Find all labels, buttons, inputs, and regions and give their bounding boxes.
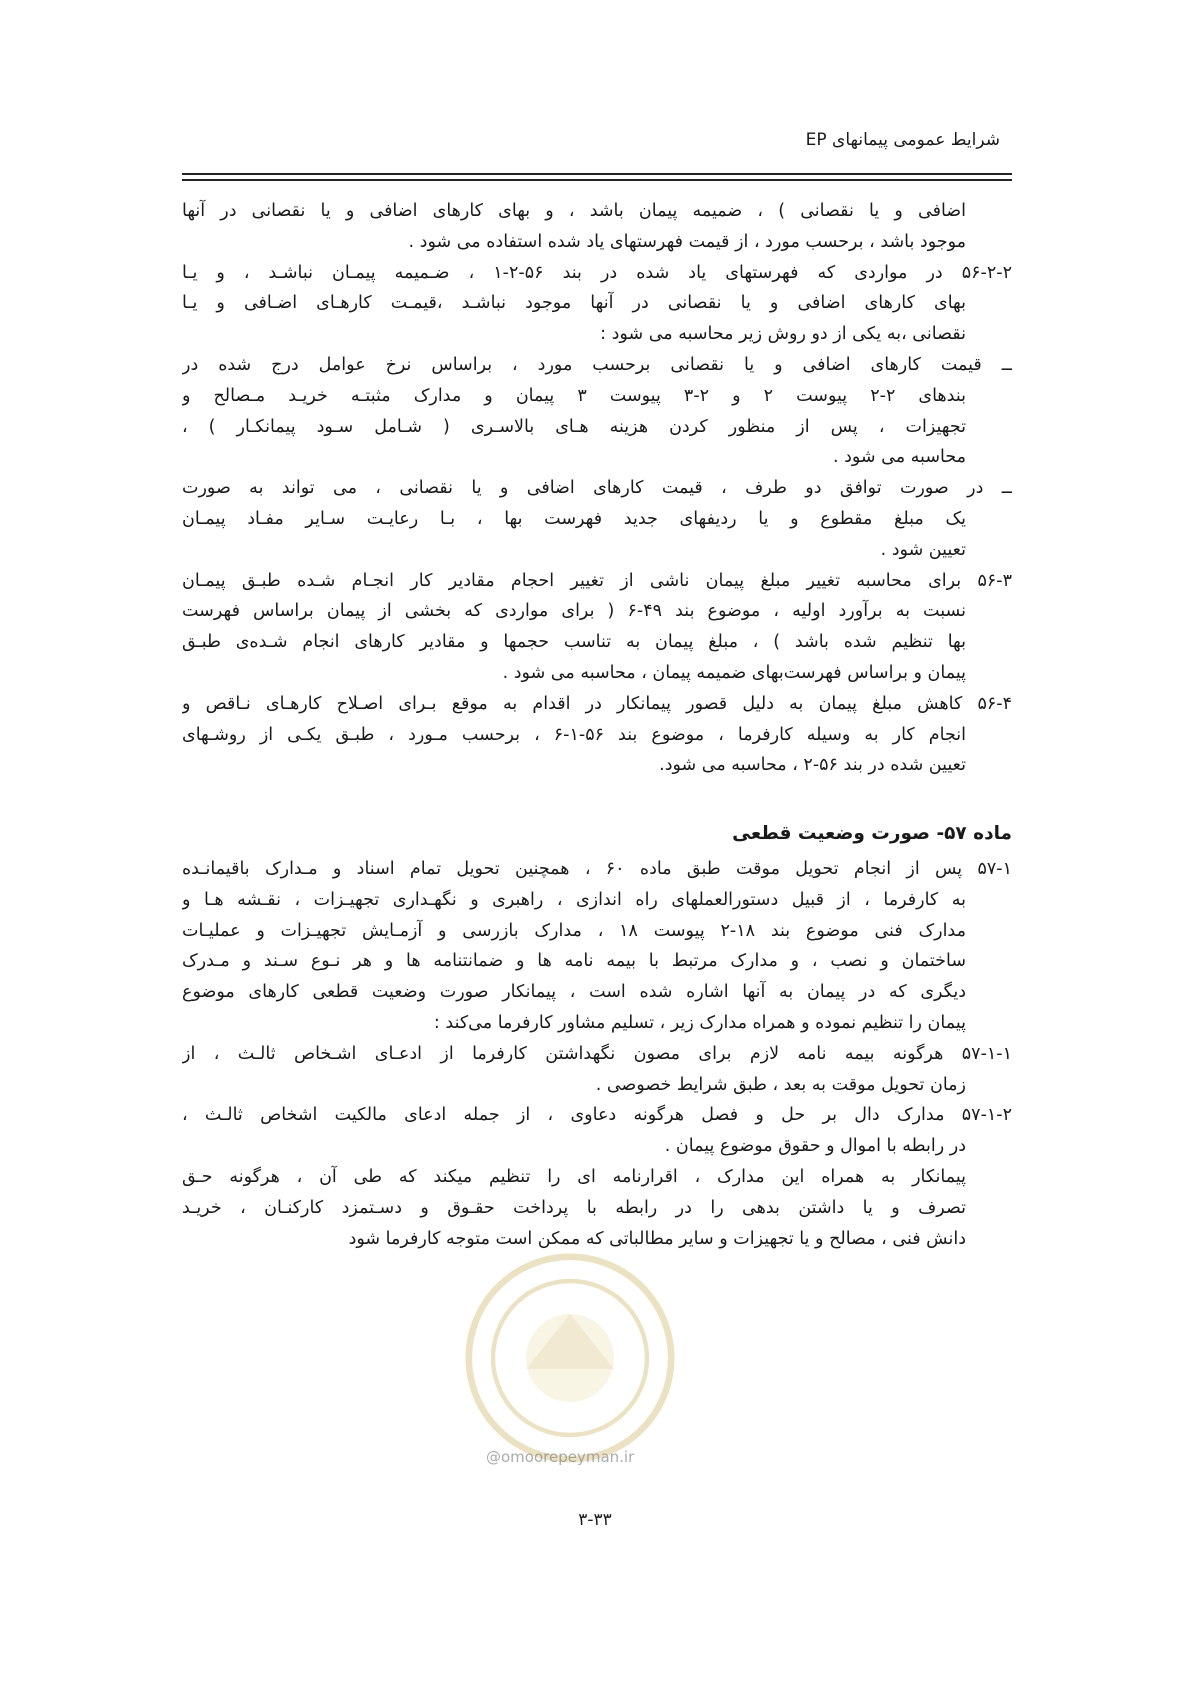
text-line: بها تنظیم شده باشد ) ، مبلغ پیمان به تناسب حجمها و مقادیر کارهای انجام شـده‌ی طبـق — [182, 632, 966, 653]
text-line: پیمانکار به همراه این مدارک ، اقرارنامه ای را تنظیم میکند که طی آن ، هرگونه حـق — [182, 1166, 966, 1187]
text-line: ۵۷-۱-۱ هرگونه بیمه نامه لازم برای مصون نگهداشتن کارفرما از ادعـای اشـخاص ثالـث ، از — [182, 1043, 1012, 1064]
text-line: یک مبلغ مقطوع و یا ردیفهای جدید فهرست بها ، بـا رعایـت سـایر مفـاد پیمـان — [182, 508, 966, 529]
text-line: انجام کار به وسیله کارفرما ، موضوع بند ۵۶-۱-۶ ، برحسب مـورد ، طبـق یکـی از روشـهای — [182, 724, 966, 745]
page-number: ۳-۳۳ — [578, 1510, 612, 1530]
paragraph — [182, 1039, 1012, 1101]
text-line: دانش فنی ، مصالح و یا تجهیزات و سایر مطالباتی که ممکن است متوجه کارفرما شود — [348, 1228, 966, 1249]
text-line: ۵۶-۳ برای محاسبه تغییر مبلغ پیمان ناشی از تغییر احجام مقادیر کار انجـام شـده طبـق پیمـان — [182, 570, 1012, 591]
watermark-url: @omoorepeyman.ir — [486, 1448, 635, 1466]
text-line: تجهیزات ، پس از منظور کردن هزینه هـای بالاسـری ( شـامل سـود پیمانکـار ) ، — [182, 416, 966, 437]
text-line: پیمان را تنظیم نموده و همراه مدارک زیر ، تسلیم مشاور کارفرما می‌کند : — [433, 1012, 966, 1033]
watermark-seal-icon — [460, 1248, 680, 1468]
text-line: موجود باشد ، برحسب مورد ، از قیمت فهرستهای یاد شده استفاده می شود . — [408, 231, 966, 252]
text-line: ــ قیمت کارهای اضافی و یا نقصانی برحسب مورد ، براساس نرخ عوامل درج شده در — [182, 354, 1012, 375]
text-line: ۵۷-۱ پس از انجام تحویل موقت طبق ماده ۶۰ ، همچنین تحویل تمام اسناد و مـدارک باقیمانـده — [182, 858, 1012, 879]
text-line: تصرف و یا داشتن بدهی را در رابطه با پرداخت حقـوق و دسـتمزد کارکنـان ، خریـد — [182, 1197, 966, 1218]
text-line: نقصانی ،به یکی از دو روش زیر محاسبه می شود : — [600, 324, 966, 345]
text-line: ۵۶-۴ کاهش مبلغ پیمان به دلیل قصور پیمانکار در اقدام به موقع بـرای اصـلاح کارهـای نـاقص و — [182, 693, 1012, 714]
text-line: محاسبه می شود . — [832, 447, 966, 468]
text-line: زمان تحویل موقت به بعد ، طبق شرایط خصوصی . — [595, 1074, 966, 1095]
text-line: مدارک فنی موضوع بند ۱۸-۲ پیوست ۱۸ ، مدارک بازرسی و آزمـایش تجهیـزات و عملیـات — [182, 920, 966, 941]
text-line: تعیین شود . — [880, 539, 966, 560]
header-rule-bottom — [182, 179, 1012, 181]
paragraph — [182, 350, 1012, 473]
paragraph — [182, 196, 1012, 258]
text-line: نسبت به برآورد اولیه ، موضوع بند ۴۹-۶ ( برای مواردی که بخشی از پیمان براساس فهرست — [182, 601, 966, 622]
paragraph — [182, 473, 1012, 565]
paragraph — [182, 258, 1012, 350]
paragraph — [182, 1162, 1012, 1254]
paragraph-group-1 — [182, 196, 1012, 781]
document-body — [182, 196, 1012, 1254]
text-line: بهای کارهای اضافی و یا نقصانی در آنها موجود نباشـد ،قیمـت کارهـای اضـافی و یـا — [182, 293, 966, 314]
paragraph — [182, 566, 1012, 689]
text-line: ساختمان و نصب ، و مدارک مرتبط با بیمه نامه ها و ضمانتنامه ها و هر نـوع سـند و مـدرک — [182, 951, 966, 972]
paragraph — [182, 854, 1012, 1039]
section-heading: ماده ۵۷- صورت وضعیت قطعی — [732, 823, 1012, 845]
paragraph — [182, 689, 1012, 781]
paragraph — [182, 1100, 1012, 1162]
text-line: پیمان و براساس فهرست‌بهای ضمیمه پیمان ، محاسبه می شود . — [502, 662, 966, 683]
text-line: تعیین شده در بند ۵۶-۲ ، محاسبه می شود. — [659, 755, 966, 776]
text-line: دیگری که در پیمان به آنها اشاره شده است ، پیمانکار صورت وضعیت قطعی کارهای موضوع — [182, 982, 966, 1003]
text-line: بندهای ۲-۲ پیوست ۲ و ۲-۳ پیوست ۳ پیمان و مدارک مثبتـه خریـد مـصالح و — [182, 385, 966, 406]
text-line: در رابطه با اموال و حقوق موضوع پیمان . — [664, 1136, 966, 1157]
text-line: ــ در صورت توافق دو طرف ، قیمت کارهای اضافی و یا نقصانی ، می تواند به صورت — [182, 478, 1012, 499]
text-line: به کارفرما ، از قبیل دستورالعملهای راه اندازی ، راهبری و نگهـداری تجهیـزات ، نقـشه هـا و — [182, 889, 966, 910]
section-gap — [182, 781, 1012, 819]
header-title: شرایط عمومی پیمانهای EP — [805, 130, 1000, 150]
text-line: ۵۷-۱-۲ مدارک دال بر حل و فصل هرگونه دعاوی ، از جمله ادعای مالکیت اشخاص ثالـث ، — [182, 1105, 1012, 1126]
paragraph-group-2 — [182, 854, 1012, 1254]
text-line: اضافی و یا نقصانی ) ، ضمیمه پیمان باشد ، و بهای کارهای اضافی و یا نقصانی در آنها — [182, 201, 966, 221]
header-rule-top — [182, 173, 1012, 175]
text-line: ۵۶-۲-۲ در مواردی که فهرستهای یاد شده در بند ۵۶-۲-۱ ، ضـمیمه پیمـان نباشـد ، و یـا — [182, 262, 1012, 283]
